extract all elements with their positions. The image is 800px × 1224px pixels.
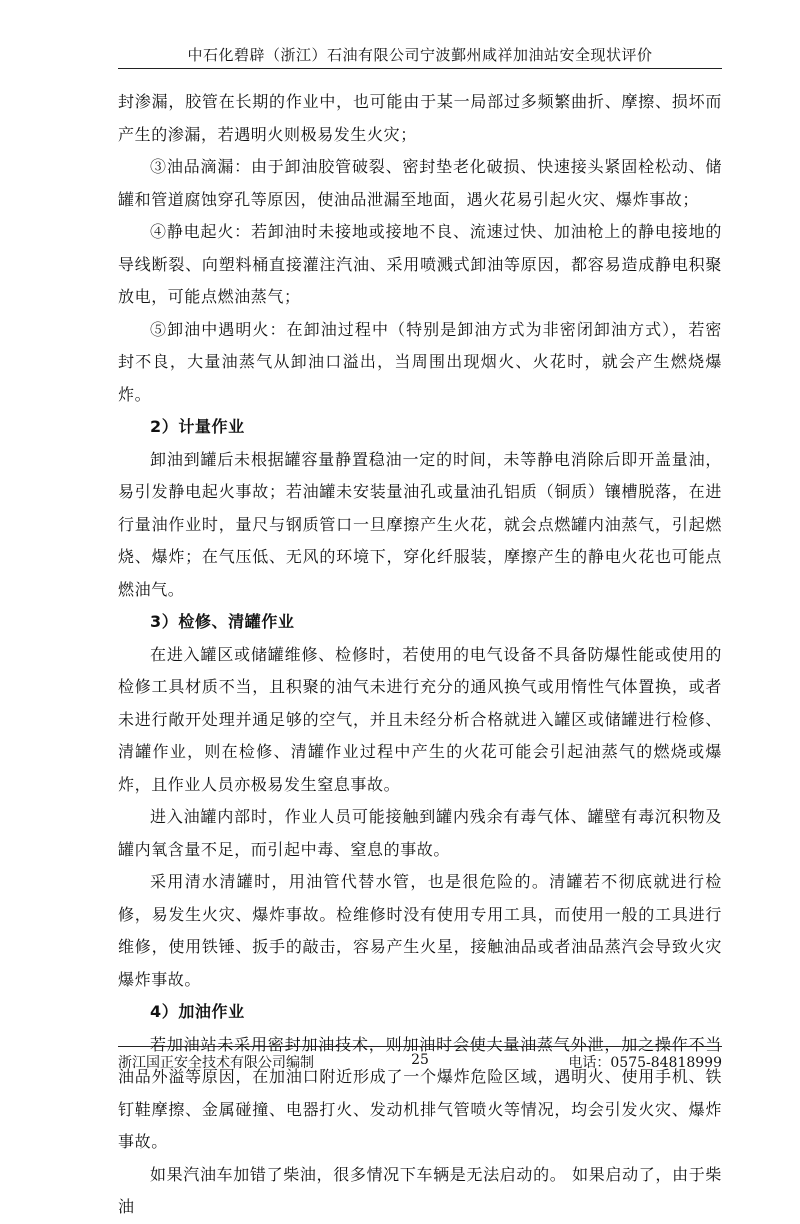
- paragraph-wrong-fuel: 如果汽油车加错了柴油，很多情况下车辆是无法启动的。 如果启动了，由于柴油: [118, 1164, 722, 1216]
- paragraph-oil-drip: ③油品滴漏：由于卸油胶管破裂、密封垫老化破损、快速接头紧固栓松动、储罐和管道腐蚀穿孔等原因，使油品泄漏至地面，遇火花易引起火灾、爆炸事故；: [118, 157, 722, 209]
- page-header-title: 中石化碧辟（浙江）石油有限公司宁波鄞州咸祥加油站安全现状评价: [187, 46, 653, 64]
- header-divider: [118, 68, 722, 69]
- paragraph-continuation: 封渗漏，胶管在长期的作业中，也可能由于某一局部过多频繁曲折、摩擦、损坏而产生的渗漏，若遇明火则极易发生火灾；: [118, 92, 722, 144]
- footer-divider: [118, 1046, 722, 1047]
- paragraph-maintenance: 在进入罐区或储罐维修、检修时，若使用的电气设备不具备防爆性能或使用的检修工具材质不当，且积聚的油气未进行充分的通风换气或用惰性气体置换，或者未进行敞开处理并通足够的空气，并且未经分析合格就进入罐区或储罐进行检修、清罐作业，则在检修、清罐作业过程中产生的火花可能会引起油蒸气的燃烧或爆炸，且作业人员亦极易发生窒息事故。: [118, 644, 722, 794]
- page-number: 25: [411, 1052, 429, 1068]
- section-heading-refueling: 4）加油作业: [150, 1002, 245, 1021]
- paragraph-water-cleaning: 采用清水清罐时，用油管代替水管，也是很危险的。清罐若不彻底就进行检修，易发生火灾、爆炸事故。检维修时没有使用专用工具，而使用一般的工具进行维修，使用铁锤、扳手的敲击，容易产生火星，接触油品或者油品蒸汽会导致火灾爆炸事故。: [118, 872, 722, 989]
- page-footer: [118, 1052, 722, 1074]
- paragraph-open-flame: ⑤卸油中遇明火：在卸油过程中（特别是卸油方式为非密闭卸油方式），若密封不良，大量油蒸气从卸油口溢出，当周围出现烟火、火花时，就会产生燃烧爆炸。: [118, 319, 722, 404]
- paragraph-metering: 卸油到罐后未根据罐容量静置稳油一定的时间，未等静电消除后即开盖量油，易引发静电起火事故；若油罐未安装量油孔或量油孔铝质（铜质）镶槽脱落，在进行量油作业时，量尺与钢质管口一旦摩擦产生火花，就会点燃罐内油蒸气，引起燃烧、爆炸；在气压低、无风的环境下，穿化纤服装，摩擦产生的静电火花也可能点燃油气。: [118, 449, 722, 599]
- footer-company: 浙江国正安全技术有限公司编制: [118, 1055, 314, 1071]
- paragraph-static-ignition: ④静电起火：若卸油时未接地或接地不良、流速过快、加油枪上的静电接地的导线断裂、向塑料桶直接灌注汽油、采用喷溅式卸油等原因，都容易造成静电积聚放电，可能点燃油蒸气；: [118, 222, 722, 306]
- paragraph-tank-entry: 进入油罐内部时，作业人员可能接触到罐内残余有毒气体、罐壁有毒沉积物及罐内氧含量不足，而引起中毒、窒息的事故。: [118, 807, 722, 859]
- footer-phone: 电话：0575-84818999: [568, 1055, 722, 1071]
- section-heading-metering: 2）计量作业: [150, 417, 245, 436]
- paragraph-refueling: 若加油站未采用密封加油技术，则加油时会使大量油蒸气外泄，加之操作不当油品外溢等原因，在加油口附近形成了一个爆炸危险区域，遇明火、使用手机、铁钉鞋摩擦、金属碰撞、电器打火、发动机排气管喷火等情况，均会引发火灾、爆炸事故。: [118, 1034, 722, 1151]
- section-heading-maintenance: 3）检修、清罐作业: [150, 612, 295, 631]
